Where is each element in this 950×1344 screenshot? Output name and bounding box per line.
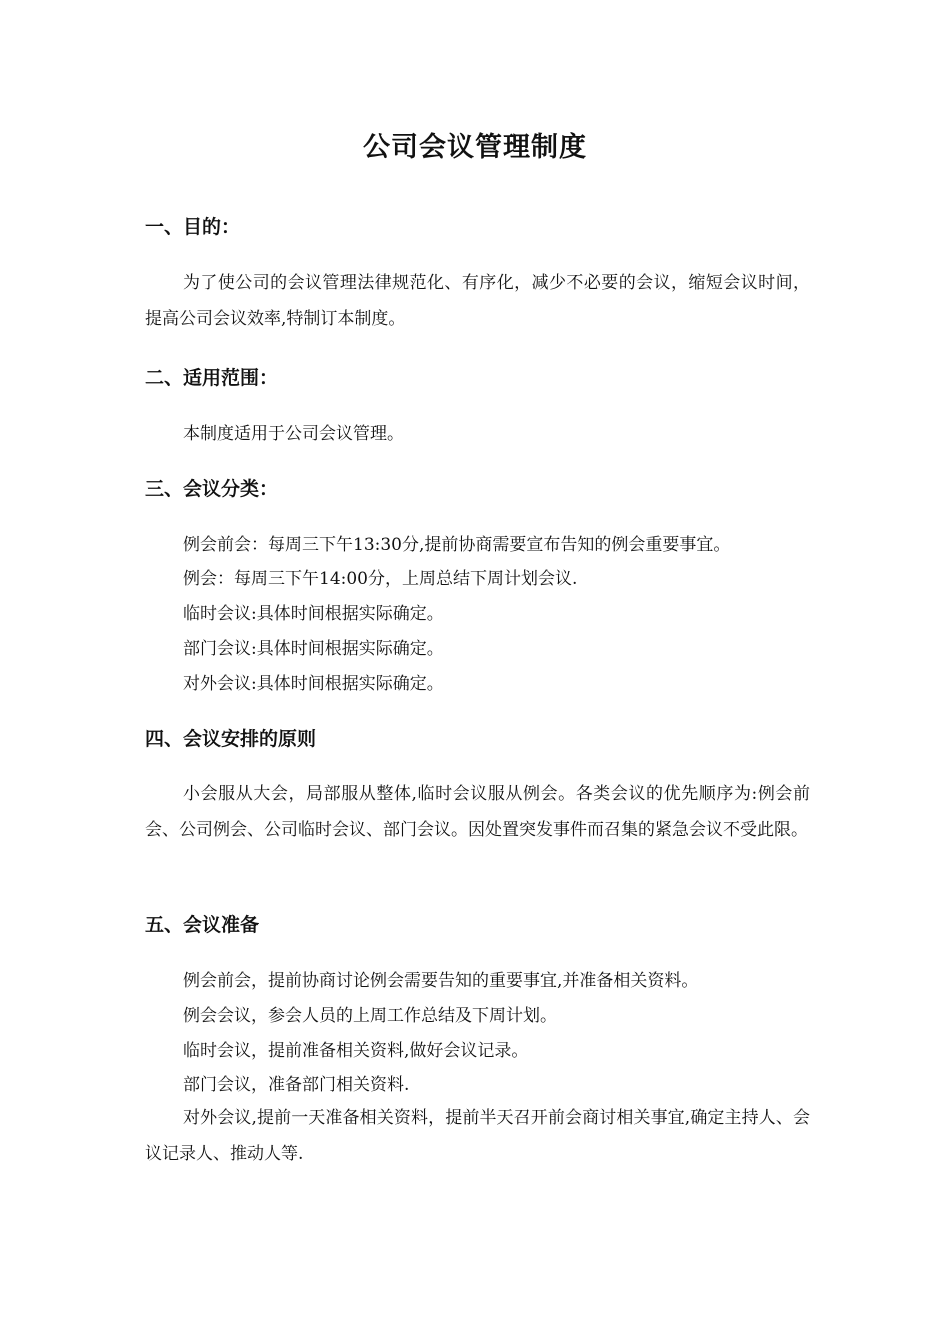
category-line: 对外会议:具体时间根据实际确定。 (183, 674, 444, 694)
document-title: 公司会议管理制度 (363, 132, 587, 163)
section-paragraph-principles: 小会服从大会，局部服从整体,临时会议服从例会。各类会议的优先顺序为:例会前会、公司例会、公司临时会议、部门会议。因处置突发事件而召集的紧急会议不受此限。 (145, 784, 810, 840)
section-paragraph-purpose: 为了使公司的会议管理法律规范化、有序化，减少不必要的会议，缩短会议时间，提高公司会议效率,特制订本制度。 (145, 273, 810, 329)
section-heading-preparation: 五、会议准备 (145, 914, 260, 936)
preparation-line: 例会会议，参会人员的上周工作总结及下周计划。 (183, 1006, 557, 1026)
section-heading-scope: 二、适用范围： (145, 367, 279, 389)
category-line: 部门会议:具体时间根据实际确定。 (183, 639, 444, 659)
category-line: 例会：每周三下午14:00分，上周总结下周计划会议. (183, 569, 578, 589)
category-line: 临时会议:具体时间根据实际确定。 (183, 604, 444, 624)
preparation-line: 例会前会，提前协商讨论例会需要告知的重要事宜,并准备相关资料。 (183, 971, 699, 991)
section-paragraph-scope: 本制度适用于公司会议管理。 (183, 424, 404, 444)
section-heading-categories: 三、会议分类： (145, 478, 279, 500)
preparation-line: 部门会议，准备部门相关资料. (183, 1075, 410, 1095)
category-line: 例会前会：每周三下午13:30分,提前协商需要宣布告知的例会重要事宜。 (183, 535, 731, 555)
preparation-paragraph-external: 对外会议,提前一天准备相关资料，提前半天召开前会商讨相关事宜,确定主持人、会议记录人、推动人等. (145, 1108, 810, 1164)
section-heading-principles: 四、会议安排的原则 (145, 728, 317, 750)
preparation-line: 临时会议，提前准备相关资料,做好会议记录。 (183, 1041, 529, 1061)
section-heading-purpose: 一、目的： (145, 216, 241, 238)
